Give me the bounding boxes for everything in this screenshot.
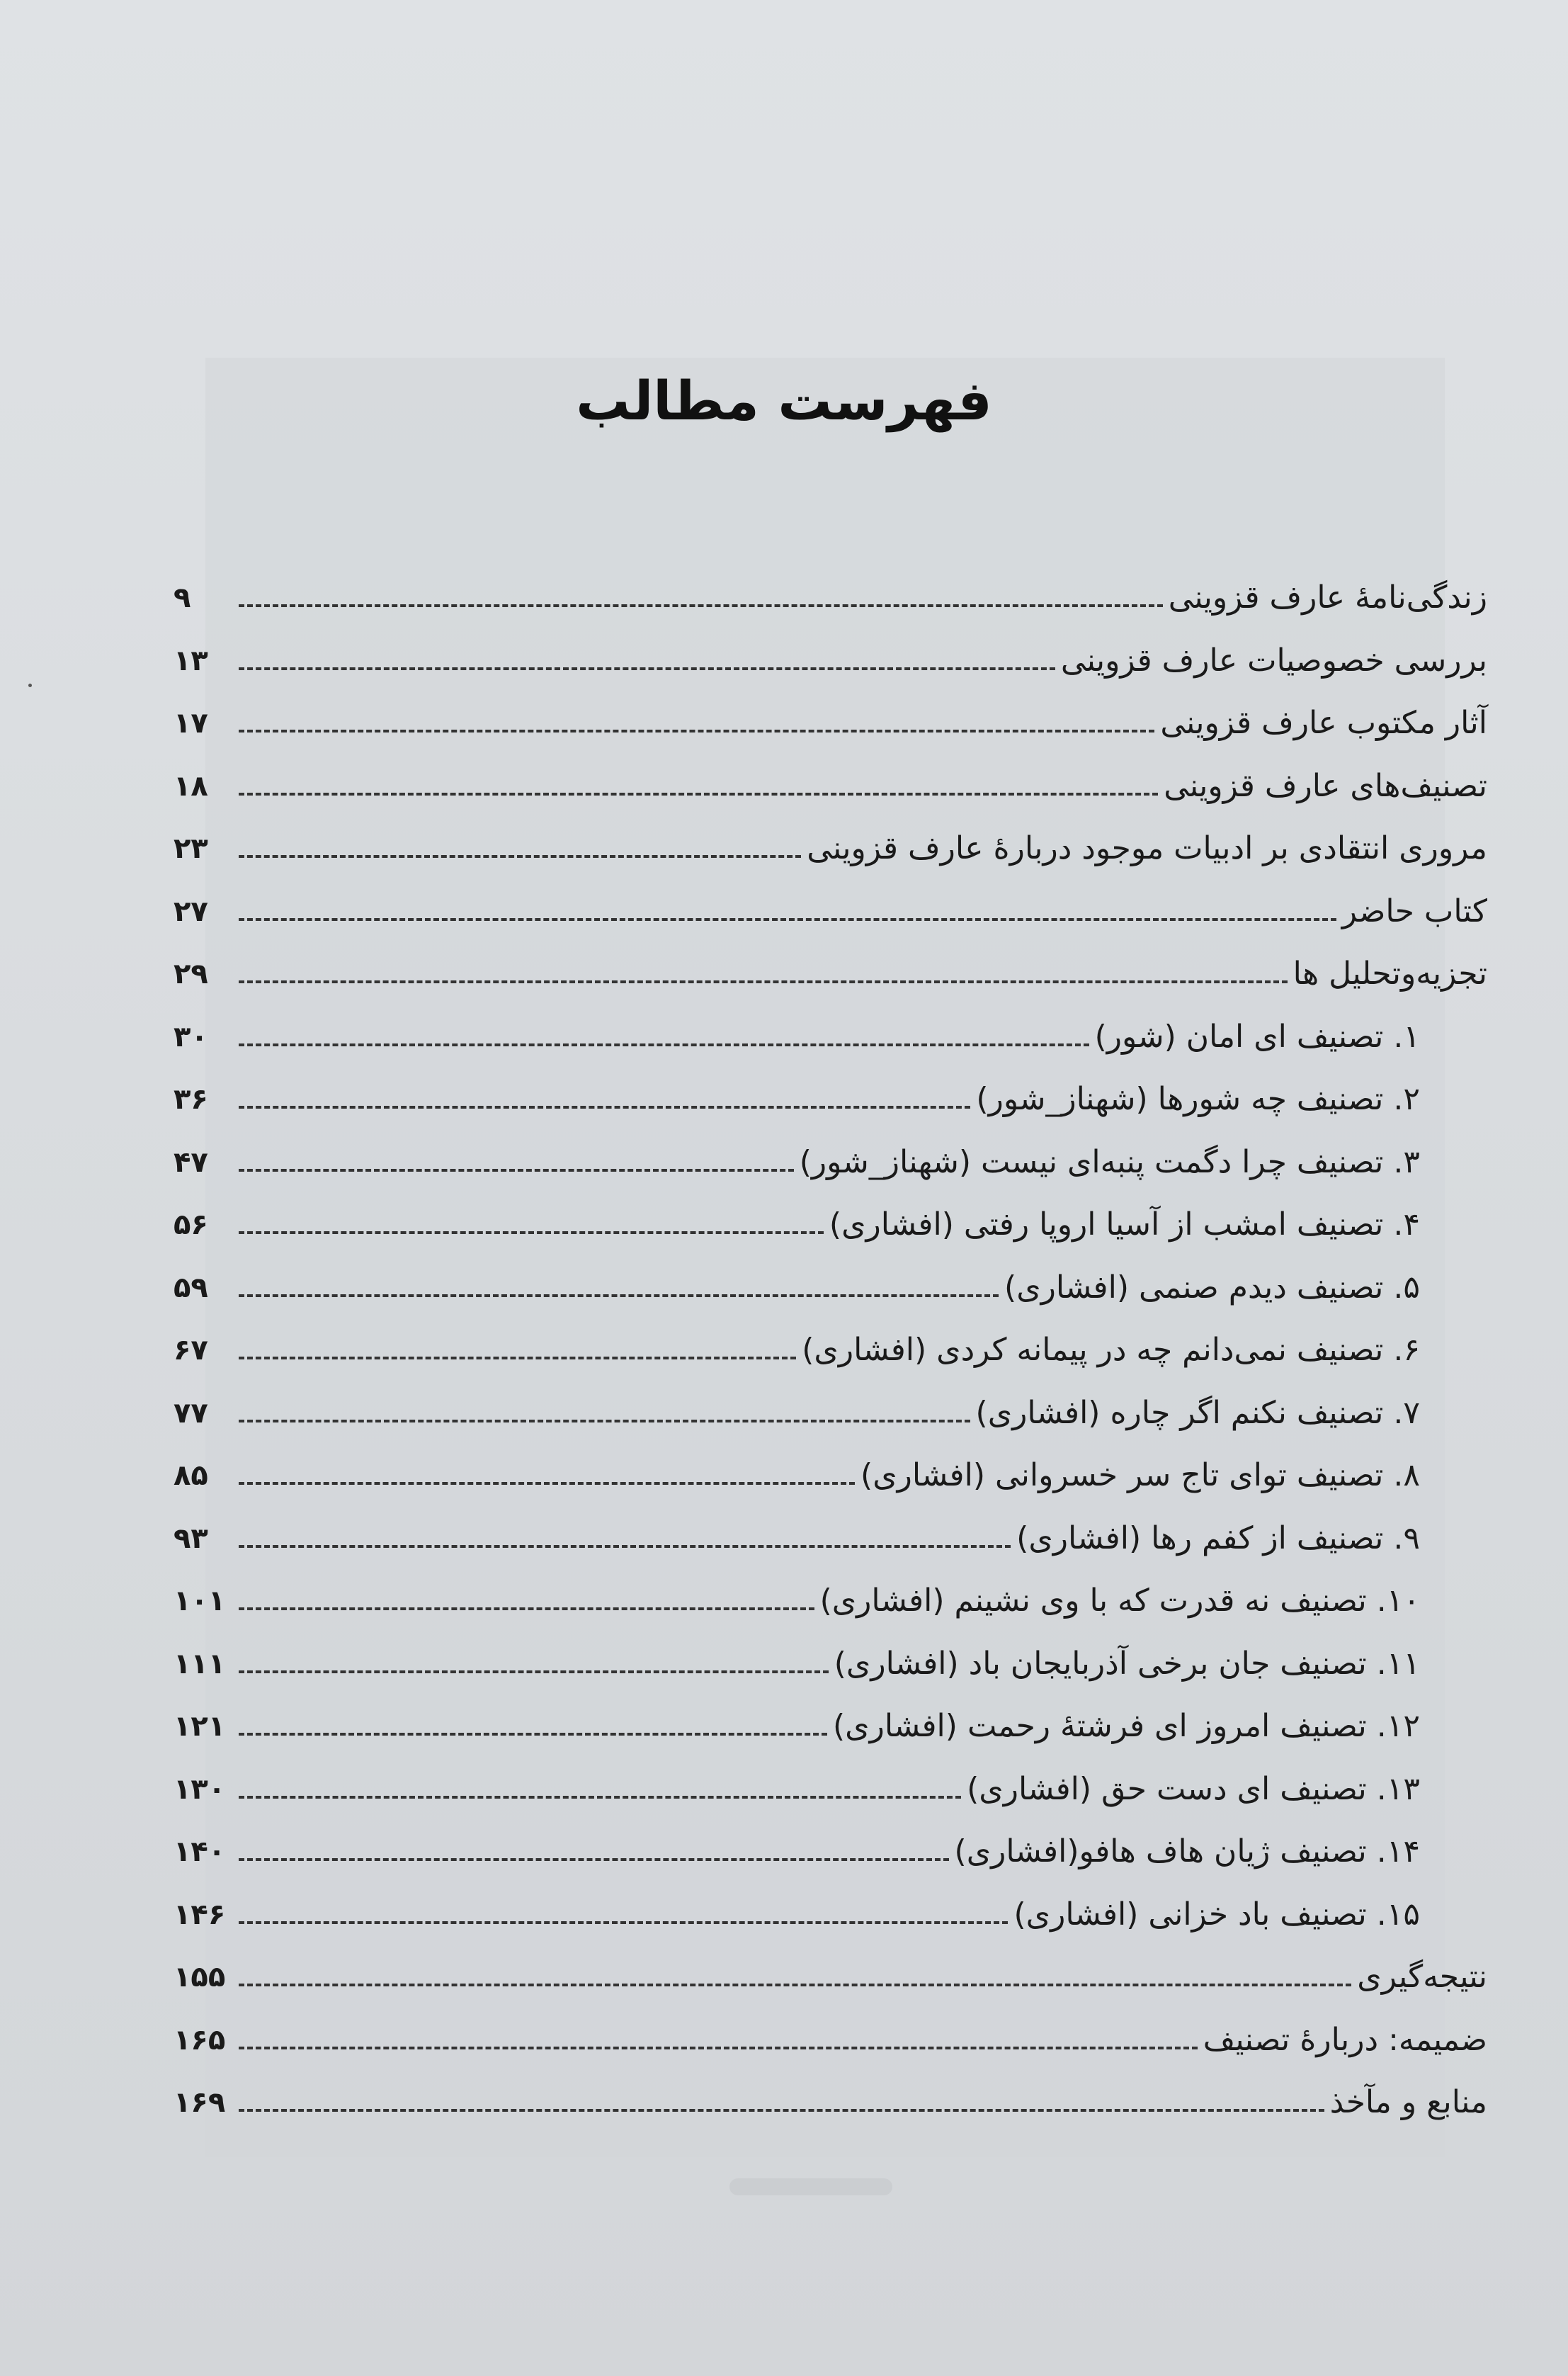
dotted-leader [239, 1043, 1089, 1046]
dotted-leader [239, 1106, 970, 1109]
toc-entry [174, 567, 1487, 630]
toc-page-number: ۳۶ [174, 1083, 208, 1116]
toc-entry-title: ۱۳. تصنیف ای دست حق (افشاری) [967, 1770, 1420, 1807]
toc-page-number: ۱۴۰ [174, 1835, 226, 1869]
toc-entry-title: زندگی‌نامهٔ عارف قزوینی [1168, 579, 1487, 616]
toc-entry-title: ۷. تصنیف نکنم اگر چاره (افشاری) [975, 1394, 1420, 1431]
dotted-leader [239, 1420, 970, 1422]
toc-entry-title: مروری انتقادی بر ادبیات موجود دربارهٔ عارف قزوینی [807, 830, 1487, 867]
dotted-leader [239, 667, 1055, 670]
toc-entry-title: ضمیمه: دربارهٔ تصنیف [1203, 2021, 1487, 2058]
toc-page-number: ۱۵۵ [174, 1961, 226, 1994]
toc-entry-title: ۱۵. تصنیف باد خزانی (افشاری) [1013, 1896, 1420, 1933]
toc-page-number: ۳۰ [174, 1020, 208, 1053]
dotted-leader [239, 1921, 1008, 1924]
toc-page-number: ۱۳ [174, 644, 208, 677]
toc-subentry [174, 1444, 1487, 1507]
toc-page-number: ۹ [174, 582, 191, 615]
toc-entry-title: ۱۲. تصنیف امروز ای فرشتهٔ رحمت (افشاری) [833, 1708, 1420, 1745]
toc-subentry [174, 1821, 1487, 1884]
toc-entry-title: ۵. تصنیف دیدم صنمی (افشاری) [1004, 1269, 1420, 1306]
toc-entry-title: ۴. تصنیف امشب از آسیا اروپا رفتی (افشاری) [829, 1206, 1420, 1243]
dotted-leader [239, 1482, 855, 1485]
toc-subentry [174, 1194, 1487, 1257]
toc-subentry [174, 1382, 1487, 1445]
toc-entry [174, 818, 1487, 881]
toc-entry-title: تصنیف‌های عارف قزوینی [1164, 767, 1487, 804]
dotted-leader [239, 1796, 961, 1799]
dotted-leader [239, 980, 1288, 983]
dotted-leader [239, 1231, 824, 1234]
toc-subentry [174, 1884, 1487, 1947]
toc-entry-title: ۶. تصنیف نمی‌دانم چه در پیمانه کردی (افشاری) [802, 1332, 1420, 1369]
toc-subentry [174, 1131, 1487, 1194]
dotted-leader [239, 1670, 829, 1673]
dotted-leader [239, 730, 1154, 732]
toc-page-number: ۱۸ [174, 769, 208, 803]
toc-entry-title: آثار مکتوب عارف قزوینی [1160, 705, 1487, 742]
toc-entry-title: نتیجه‌گیری [1357, 1959, 1487, 1996]
dotted-leader [239, 2047, 1198, 2049]
page-speck [28, 684, 32, 687]
toc-page-number: ۴۷ [174, 1145, 208, 1179]
toc-page-number: ۱۷ [174, 707, 208, 740]
toc-page-number: ۹۳ [174, 1522, 208, 1555]
toc-page-number: ۲۹ [174, 958, 208, 991]
dotted-leader [239, 1733, 827, 1736]
toc-entry-title: کتاب حاضر [1341, 893, 1487, 929]
table-of-contents [174, 567, 1487, 2134]
toc-subentry [174, 1695, 1487, 1758]
page-title: فهرست مطالب [576, 368, 992, 432]
dotted-leader [239, 604, 1163, 607]
toc-entry [174, 943, 1487, 1006]
toc-page-number: ۱۴۶ [174, 1898, 226, 1931]
toc-subentry [174, 1006, 1487, 1069]
toc-entry-title: ۱۱. تصنیف جان برخی آذربایجان باد (افشاری) [834, 1645, 1420, 1682]
toc-entry-title: منابع و مآخذ [1329, 2084, 1487, 2121]
dotted-leader [239, 1858, 949, 1861]
toc-subentry [174, 1319, 1487, 1382]
dotted-leader [239, 1357, 796, 1359]
dotted-leader [239, 793, 1158, 796]
toc-entry [174, 692, 1487, 755]
toc-page-number: ۲۷ [174, 895, 208, 928]
dotted-leader [239, 1607, 814, 1610]
toc-page-number: ۸۵ [174, 1459, 208, 1493]
toc-page-number: ۱۲۱ [174, 1710, 226, 1743]
toc-page-number: ۷۷ [174, 1396, 208, 1430]
toc-entry-title: ۲. تصنیف چه شورها (شهناز_شور) [976, 1081, 1420, 1118]
toc-entry [174, 2009, 1487, 2072]
toc-entry [174, 630, 1487, 693]
toc-page-number: ۱۳۰ [174, 1772, 226, 1806]
toc-entry [174, 755, 1487, 818]
toc-entry [174, 881, 1487, 944]
toc-entry-title: ۱۰. تصنیف نه قدرت که با وی نشینم (افشاری) [819, 1583, 1420, 1619]
toc-subentry [174, 1257, 1487, 1320]
toc-entry-title: ۱. تصنیف ای امان (شور) [1094, 1018, 1420, 1055]
dotted-leader [239, 855, 801, 858]
dotted-leader [239, 2109, 1324, 2112]
toc-page-number: ۵۶ [174, 1209, 208, 1242]
toc-entry-title: ۹. تصنیف از کفم رها (افشاری) [1016, 1520, 1420, 1556]
toc-subentry [174, 1758, 1487, 1821]
toc-page-number: ۵۹ [174, 1271, 208, 1304]
toc-subentry [174, 1633, 1487, 1696]
toc-entry-title: ۱۴. تصنیف ژیان هاف هافو(افشاری) [954, 1833, 1420, 1870]
toc-page-number: ۶۷ [174, 1334, 208, 1367]
toc-subentry [174, 1507, 1487, 1571]
toc-page-number: ۱۶۵ [174, 2023, 226, 2057]
dotted-leader [239, 1545, 1011, 1548]
toc-subentry [174, 1068, 1487, 1131]
toc-entry-title: ۳. تصنیف چرا دگمت پنبه‌ای نیست (شهناز_شور) [799, 1143, 1420, 1180]
toc-entry-title: ۸. تصنیف توای تاج سر خسروانی (افشاری) [860, 1457, 1420, 1494]
dotted-leader [239, 918, 1336, 921]
toc-page-number: ۲۳ [174, 832, 208, 866]
toc-page-number: ۱۶۹ [174, 2086, 226, 2120]
toc-subentry [174, 1570, 1487, 1633]
toc-entry [174, 1946, 1487, 2009]
dotted-leader [239, 1294, 999, 1297]
bleed-through-mark [729, 2178, 892, 2195]
dotted-leader [239, 1169, 794, 1172]
dotted-leader [239, 1984, 1351, 1986]
toc-page-number: ۱۱۱ [174, 1647, 226, 1680]
toc-entry-title: بررسی خصوصیات عارف قزوینی [1060, 642, 1487, 679]
toc-page-number: ۱۰۱ [174, 1585, 226, 1618]
toc-entry [174, 2071, 1487, 2134]
toc-entry-title: تجزیه‌وتحلیل ها [1293, 956, 1487, 992]
